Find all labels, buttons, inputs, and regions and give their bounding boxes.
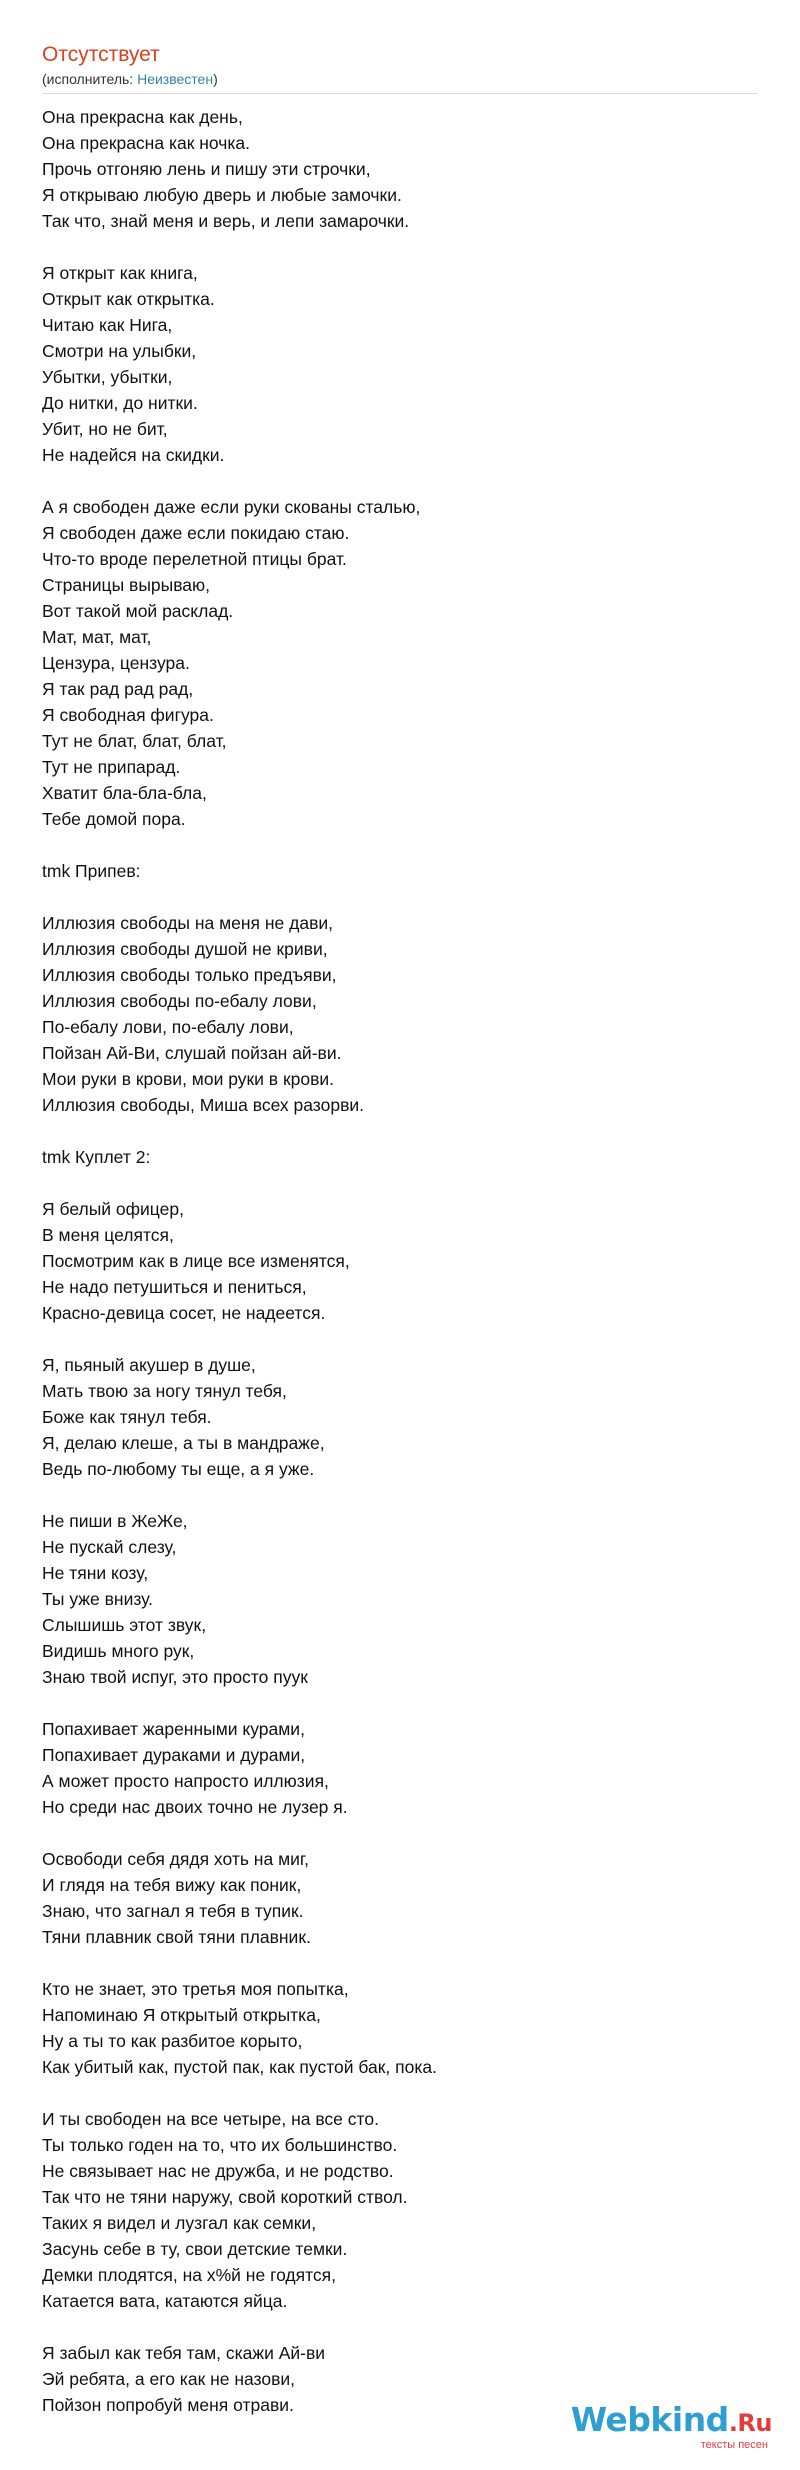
lyric-line: Мат, мат, мат, — [42, 627, 152, 647]
lyric-line: Посмотрим как в лице все изменятся, — [42, 1251, 350, 1271]
lyric-line: Тяни плавник свой тяни плавник. — [42, 1927, 311, 1947]
lyric-line: Прочь отгоняю лень и пишу эти строчки, — [42, 159, 371, 179]
lyric-line: Знаю твой испуг, это просто пуук — [42, 1667, 308, 1687]
lyric-line: Эй ребята, а его как не назови, — [42, 2369, 296, 2389]
lyric-line: Мать твою за ногу тянул тебя, — [42, 1381, 287, 1401]
lyric-line: Читаю как Нига, — [42, 315, 173, 335]
lyric-line: Тебе домой пора. — [42, 809, 186, 829]
lyric-line: Видишь много рук, — [42, 1641, 195, 1661]
lyric-line: Знаю, что загнал я тебя в тупик. — [42, 1901, 304, 1921]
lyric-line: Иллюзия свободы, Миша всех разорви. — [42, 1095, 365, 1115]
lyric-line: Ну а ты то как разбитое корыто, — [42, 2031, 303, 2051]
lyric-line: Вот такой мой расклад. — [42, 601, 234, 621]
lyric-line: Освободи себя дядя хоть на миг, — [42, 1849, 309, 1869]
lyric-line: Убытки, убытки, — [42, 367, 173, 387]
lyric-line: Иллюзия свободы на меня не дави, — [42, 913, 334, 933]
logo-tld: .Ru — [728, 2409, 772, 2437]
stanza-break — [42, 1170, 762, 1196]
lyric-line: Я забыл как тебя там, скажи Ай-ви — [42, 2343, 326, 2363]
lyric-line: Иллюзия свободы по-ебалу лови, — [42, 991, 317, 1011]
stanza-break — [42, 884, 762, 910]
lyric-line: Пойзон попробуй меня отрави. — [42, 2395, 294, 2415]
lyric-line: Цензура, цензура. — [42, 653, 190, 673]
lyric-line: Тут не припарад. — [42, 757, 181, 777]
lyric-line: Я свободен даже если покидаю стаю. — [42, 523, 350, 543]
lyric-line: Демки плодятся, на х%й не годятся, — [42, 2265, 337, 2285]
lyric-line: Ты уже внизу. — [42, 1589, 154, 1609]
lyric-line: Я свободная фигура. — [42, 705, 214, 725]
lyric-line: Попахивает жаренными курами, — [42, 1719, 305, 1739]
lyric-line: До нитки, до нитки. — [42, 393, 198, 413]
logo-wordmark — [552, 2402, 772, 2441]
lyric-line: Убит, но не бит, — [42, 419, 168, 439]
stanza-break — [42, 2314, 762, 2340]
lyric-line: Я открыт как книга, — [42, 263, 198, 283]
lyric-line: Кто не знает, это третья моя попытка, — [42, 1979, 349, 1999]
lyric-line: Ведь по-любому ты еще, а я уже. — [42, 1459, 315, 1479]
stanza-break — [42, 1118, 762, 1144]
lyric-line: Она прекрасна как ночка. — [42, 133, 251, 153]
lyric-line: Что-то вроде перелетной птицы брат. — [42, 549, 347, 569]
lyric-line: Красно-девица сосет, не надеется. — [42, 1303, 326, 1323]
logo-tagline: тексты песен — [700, 2439, 768, 2451]
lyric-line: Не тяни козу, — [42, 1563, 149, 1583]
lyric-line: Но среди нас двоих точно не лузер я. — [42, 1797, 348, 1817]
lyric-line: Я, делаю клеше, а ты в мандраже, — [42, 1433, 325, 1453]
lyric-line: Как убитый как, пустой пак, как пустой бак, пока. — [42, 2057, 437, 2077]
stanza-break — [42, 1820, 762, 1846]
stanza-break — [42, 1326, 762, 1352]
lyric-line: Попахивает дураками и дурами, — [42, 1745, 306, 1765]
stanza-break — [42, 832, 762, 858]
stanza-break — [42, 234, 762, 260]
lyric-line: Не надейся на скидки. — [42, 445, 225, 465]
lyric-line: Не пускай слезу, — [42, 1537, 177, 1557]
lyric-line: Слышишь этот звук, — [42, 1615, 207, 1635]
lyric-line: Ты только годен на то, что их большинство. — [42, 2135, 398, 2155]
lyric-line: Я открываю любую дверь и любые замочки. — [42, 185, 402, 205]
stanza-break — [42, 1950, 762, 1976]
lyrics-text — [42, 104, 762, 2418]
song-title: Отсутствует — [42, 43, 160, 66]
lyric-line: Не связывает нас не дружба, и не родство. — [42, 2161, 394, 2181]
lyric-line: Не надо петушиться и пениться, — [42, 1277, 307, 1297]
performer-line — [42, 70, 758, 94]
performer-link[interactable]: Неизвестен — [137, 71, 214, 87]
lyric-line: Так что, знай меня и верь, и лепи замарочки. — [42, 211, 410, 231]
lyric-line: tmk Припев: — [42, 861, 141, 881]
lyric-line: Я так рад рад рад, — [42, 679, 194, 699]
lyric-line: А может просто напросто иллюзия, — [42, 1771, 329, 1791]
performer-prefix: (исполнитель: — [42, 71, 138, 87]
lyric-line: Иллюзия свободы только предъяви, — [42, 965, 337, 985]
lyric-line: Засунь себе в ту, свои детские темки. — [42, 2239, 348, 2259]
lyric-line: Смотри на улыбки, — [42, 341, 197, 361]
lyric-line: Страницы вырываю, — [42, 575, 211, 595]
lyric-line: В меня целятся, — [42, 1225, 174, 1245]
lyric-line: Не пиши в ЖеЖе, — [42, 1511, 188, 1531]
stanza-break — [42, 468, 762, 494]
lyric-line: tmk Куплет 2: — [42, 1147, 151, 1167]
lyric-line: Я белый офицер, — [42, 1199, 184, 1219]
lyric-line: Тут не блат, блат, блат, — [42, 731, 227, 751]
performer-suffix: ) — [213, 71, 218, 87]
lyric-line: Иллюзия свободы душой не криви, — [42, 939, 328, 959]
stanza-break — [42, 1690, 762, 1716]
stanza-break — [42, 2080, 762, 2106]
lyric-line: Напоминаю Я открытый открытка, — [42, 2005, 321, 2025]
lyric-line: Мои руки в крови, мои руки в крови. — [42, 1069, 334, 1089]
lyric-line: Пойзан Ай-Ви, слушай пойзан ай-ви. — [42, 1043, 342, 1063]
lyric-line: Открыт как открытка. — [42, 289, 215, 309]
lyric-line: Хватит бла-бла-бла, — [42, 783, 207, 803]
lyrics-page — [42, 0, 762, 2418]
lyric-line: И глядя на тебя вижу как поник, — [42, 1875, 302, 1895]
lyric-line: Катается вата, катаются яйца. — [42, 2291, 288, 2311]
lyric-line: Она прекрасна как день, — [42, 107, 243, 127]
lyric-line: По-ебалу лови, по-ебалу лови, — [42, 1017, 294, 1037]
site-logo[interactable] — [552, 2402, 772, 2451]
lyric-line: А я свободен даже если руки скованы сталью, — [42, 497, 421, 517]
lyric-line: Я, пьяный акушер в душе, — [42, 1355, 256, 1375]
lyric-line: И ты свободен на все четыре, на все сто. — [42, 2109, 379, 2129]
lyric-line: Таких я видел и лузгал как семки, — [42, 2213, 317, 2233]
lyric-line: Боже как тянул тебя. — [42, 1407, 212, 1427]
lyric-line: Так что не тяни наружу, свой короткий ствол. — [42, 2187, 408, 2207]
logo-name: Webkind — [570, 2400, 729, 2439]
stanza-break — [42, 1482, 762, 1508]
